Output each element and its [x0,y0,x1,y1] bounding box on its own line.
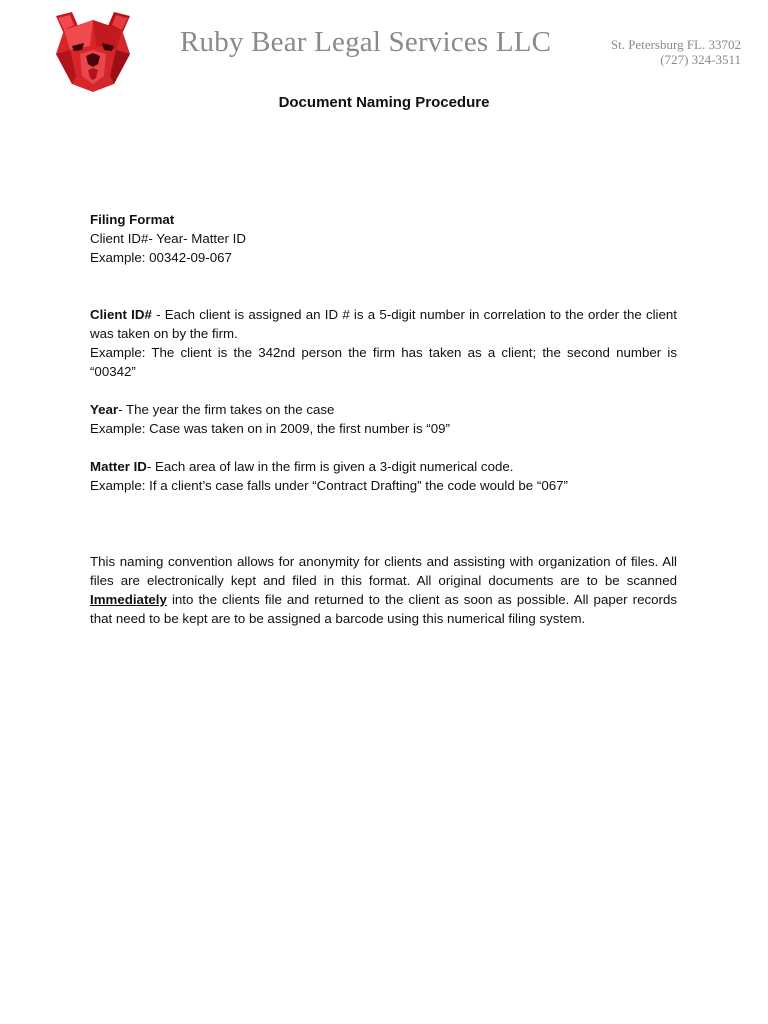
matter-id-example: Example: If a client’s case falls under “Contract Drafting” the code would be “067” [90,478,568,493]
contact-block [611,37,741,67]
year-section [90,400,677,438]
filing-format-heading: Filing Format [90,212,175,227]
matter-id-definition: - Each area of law in the firm is given a 3-digit numerical code. [146,459,514,474]
matter-id-section [90,457,677,495]
closing-paragraph [90,552,677,628]
company-name: Ruby Bear Legal Services LLC [180,26,552,58]
client-id-term: Client ID# [90,307,152,322]
client-id-example: Example: The client is the 342nd person the firm has taken as a client; the second number is “00342” [90,345,677,379]
closing-part-1: This naming convention allows for anonymity for clients and assisting with organization of files. All files are electronically kept and filed in this format. All original documents are to be scanned [90,554,677,588]
matter-id-term: Matter ID [90,459,147,474]
year-term: Year [90,402,119,417]
document-body [90,210,677,628]
bear-logo-icon [50,10,136,94]
document-title: Document Naming Procedure [278,94,490,111]
immediately-emphasis: Immediately [90,592,167,607]
filing-format-example: Example: 00342-09-067 [90,250,232,265]
closing-part-2: into the clients file and returned to the client as soon as possible. All paper records that need to be kept are to be assigned a barcode using this numerical filing system. [90,592,677,626]
client-id-definition: - Each client is assigned an ID # is a 5-digit number in correlation to the order the client was taken on by the firm. [90,307,677,341]
client-id-section [90,305,677,381]
address-line: St. Petersburg FL. 33702 [610,37,741,52]
filing-format-section [90,210,677,267]
phone-number: (727) 324-3511 [660,52,741,67]
filing-format-line: Client ID#- Year- Matter ID [90,231,246,246]
year-example: Example: Case was taken on in 2009, the first number is “09” [90,421,450,436]
year-definition: - The year the firm takes on the case [118,402,335,417]
